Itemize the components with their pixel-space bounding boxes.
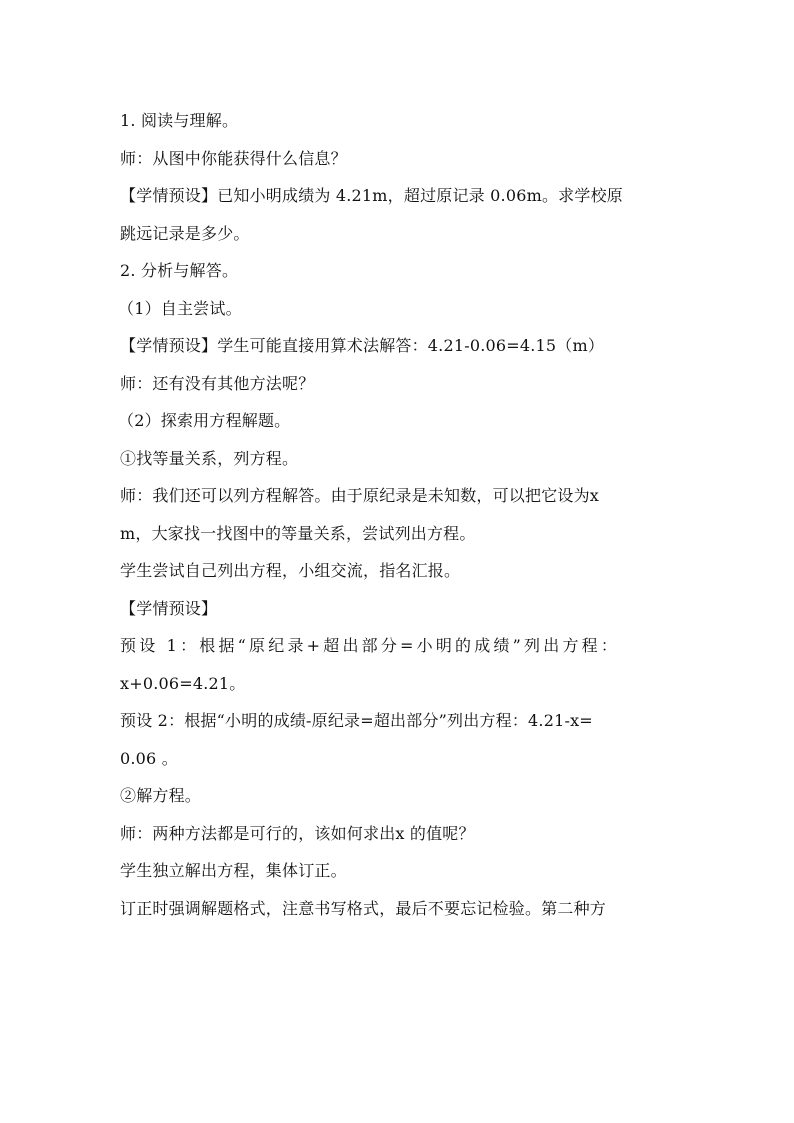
text-line: m，大家找一找图中的等量关系，尝试列出方程。 — [120, 523, 476, 543]
text-line: 师：从图中你能获得什么信息？ — [120, 148, 347, 168]
step-heading: ②解方程。 — [120, 786, 202, 805]
document-body — [120, 102, 680, 927]
subsection-heading: （2）探索用方程解题。 — [118, 411, 291, 430]
step-heading: ①找等量关系，列方程。 — [120, 448, 299, 468]
text-line: 预设 1：根据“原纪录+超出部分=小明的成绩”列出方程： — [120, 636, 621, 655]
subsection-heading: （1）自主尝试。 — [118, 298, 242, 318]
text-line: 师：我们还可以列方程解答。由于原纪录是未知数，可以把它设为x — [120, 486, 600, 505]
equation-line: 0.06 。 — [120, 748, 178, 768]
text-line: 跳远记录是多少。 — [120, 223, 250, 243]
text-line: 师：两种方法都是可行的，该如何求出x 的值呢？ — [120, 823, 475, 843]
text-line: 预设 2：根据“小明的成绩-原纪录=超出部分”列出方程：4.21-x= — [120, 711, 593, 730]
section-heading-reading: 1. 阅读与理解。 — [120, 111, 239, 130]
text-line: 师：还有没有其他方法呢？ — [120, 373, 315, 393]
text-line: 学生尝试自己列出方程，小组交流，指名汇报。 — [120, 561, 461, 580]
text-line: 学生独立解出方程，集体订正。 — [120, 861, 347, 880]
text-line: 【学情预设】已知小明成绩为 4.21m，超过原记录 0.06m。求学校原 — [120, 186, 623, 205]
text-line: 订正时强调解题格式，注意书写格式，最后不要忘记检验。第二种方 — [120, 898, 607, 918]
section-heading-analysis: 2. 分析与解答。 — [120, 261, 239, 280]
text-line: 【学情预设】 — [120, 598, 218, 618]
text-line: 【学情预设】学生可能直接用算术法解答：4.21-0.06=4.15（m） — [120, 336, 605, 355]
equation-line: x+0.06=4.21。 — [120, 673, 246, 693]
